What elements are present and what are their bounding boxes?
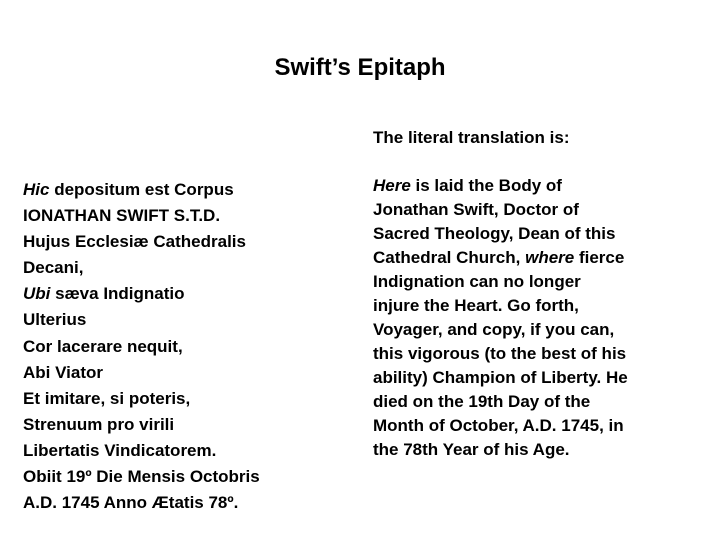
english-line: Jonathan Swift, Doctor of <box>373 200 579 219</box>
english-line: Month of October, A.D. 1745, in <box>373 416 624 435</box>
latin-line: Libertatis Vindicatorem. <box>23 440 217 460</box>
english-line <box>373 174 713 198</box>
english-line: Indignation can no longer <box>373 272 581 291</box>
latin-epitaph <box>23 177 363 516</box>
latin-line: IONATHAN SWIFT S.T.D. <box>23 206 221 226</box>
latin-line: Decani, <box>23 258 84 278</box>
latin-line-text: depositum est Corpus <box>49 180 234 199</box>
english-line: Voyager, and copy, if you can, <box>373 320 615 339</box>
latin-line: Cor lacerare nequit, <box>23 336 183 356</box>
english-line: the 78th Year of his Age. <box>373 440 570 459</box>
english-italic-word: Here <box>373 176 411 195</box>
english-line: ability) Champion of Liberty. He <box>373 368 628 387</box>
latin-line: Et imitare, si poteris, <box>23 388 191 408</box>
english-italic-word: where <box>525 248 575 267</box>
english-line-text: fierce <box>574 248 625 267</box>
english-line <box>373 246 713 270</box>
latin-line-text: sæva Indignatio <box>50 284 185 304</box>
latin-line: Strenuum pro virili <box>23 414 175 434</box>
latin-line: Abi Viator <box>23 362 103 382</box>
latin-line <box>23 281 363 307</box>
english-line: Sacred Theology, Dean of this <box>373 224 616 243</box>
english-translation <box>373 174 713 462</box>
latin-line: Ulterius <box>23 310 87 330</box>
english-line-text: is laid the Body of <box>410 176 562 195</box>
english-line: this vigorous (to the best of his <box>373 344 627 363</box>
latin-italic-word: Hic <box>23 180 50 199</box>
latin-italic-word: Ubi <box>23 284 51 304</box>
latin-line: Hujus Ecclesiæ Cathedralis <box>23 232 246 252</box>
page-title: Swift’s Epitaph <box>274 54 446 81</box>
english-line: injure the Heart. Go forth, <box>373 296 579 315</box>
latin-line <box>23 177 363 203</box>
translation-heading: The literal translation is: <box>373 128 570 147</box>
english-line-text: Cathedral Church, <box>373 248 526 267</box>
english-line: died on the 19th Day of the <box>373 392 591 411</box>
latin-line: A.D. 1745 Anno Ætatis 78º. <box>23 493 239 513</box>
latin-line: Obiit 19º Die Mensis Octobris <box>23 467 260 487</box>
